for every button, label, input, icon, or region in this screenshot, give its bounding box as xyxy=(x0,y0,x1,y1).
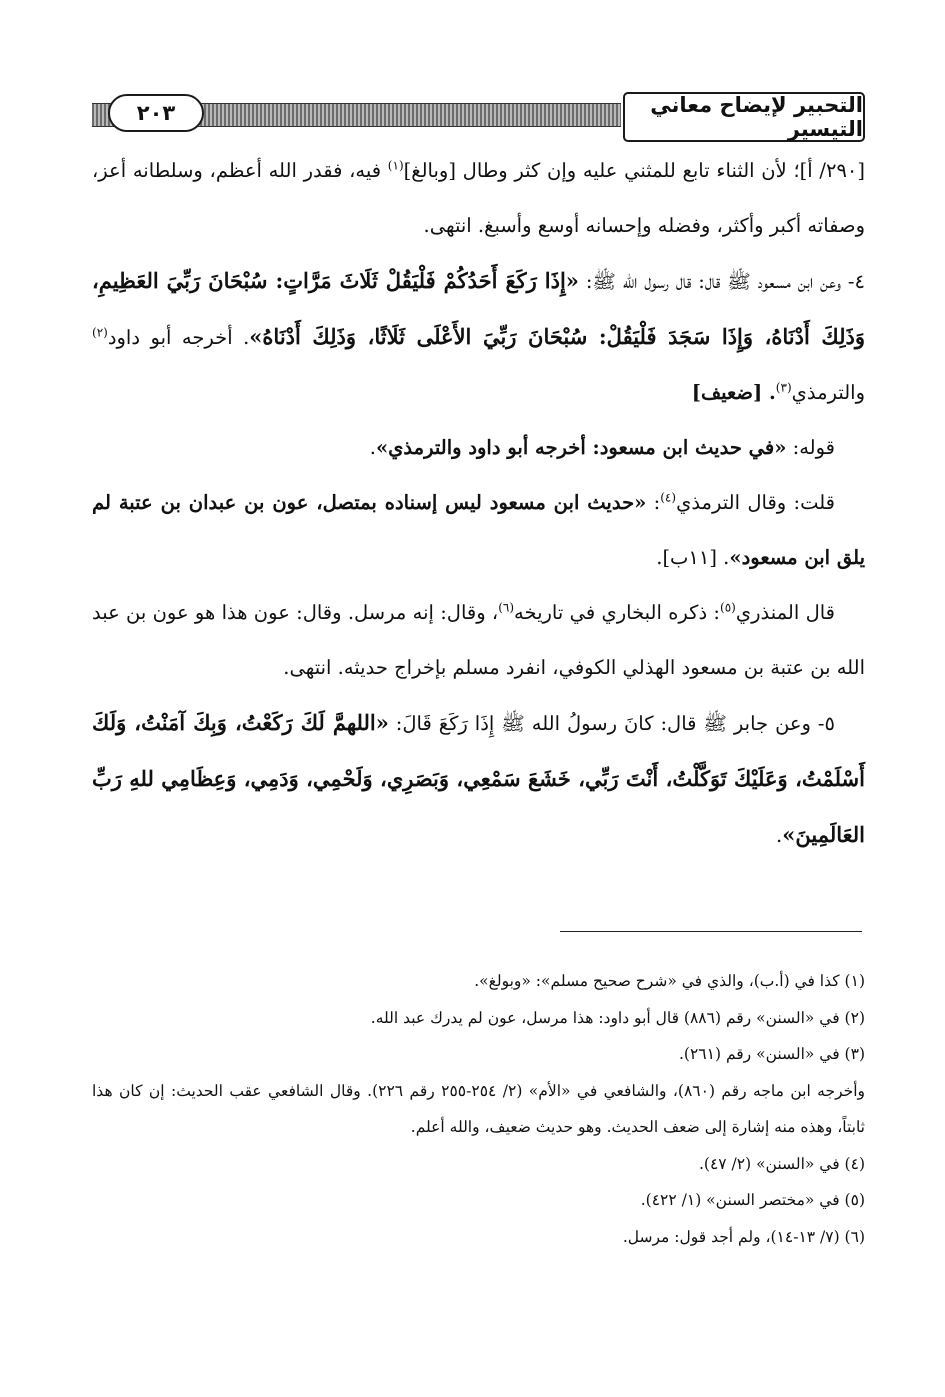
footnote-4: (٤) في «السنن» (٢/ ٤٧). xyxy=(698,1154,865,1173)
hadith-text: «إِذَا رَكَعَ أَحَدُكُمْ فَلْيَقُلْ ثَلَاثَ مَرَّاتٍ: سُبْحَانَ رَبِّيَ العَظِيمِ، وَذَلِكَ أَدْنَاهُ، وَإِذَا سَجَدَ فَلْيَقُلْ: سُبْحَانَ رَبِّيَ الأَعْلَى ثَلَاثًا، وَذَلِكَ أَدْنَاهُ» xyxy=(92,268,865,349)
footnote-3: (٣) في «السنن» رقم (٢٦١). xyxy=(679,1045,865,1063)
footnote-separator xyxy=(560,931,862,932)
hadith-grade: . [ضعيف] xyxy=(691,381,776,404)
paragraph-continuation: [٢٩٠/ أ]؛ لأن الثناء تابع للمثني عليه وإن كثر وطال [وبالغ]$^{(١)}$ فيه، فقدر الله أعظم، وسلطانه أعز، وصفاته أكبر وأكثر، وفضله وإحسانه أوسع وأسبغ. انتهى. xyxy=(92,158,865,237)
footnote-2: (٢) في «السنن» رقم (٨٨٦) قال أبو داود: هذا مرسل، عون لم يدرك عبد الله. xyxy=(370,1008,865,1027)
page-header xyxy=(92,92,865,144)
hadith-4: ٤- وعن ابن مسعود ﷺ قال: قال رسول الله ﷺ: «إِذَا رَكَعَ أَحَدُكُمْ فَلْيَقُلْ ثَلَاثَ مَرَّاتٍ: سُبْحَانَ رَبِّيَ العَظِيمِ، وَذَلِكَ أَدْنَاهُ، وَإِذَا سَجَدَ فَلْيَقُلْ: سُبْحَانَ رَبِّيَ الأَعْلَى ثَلَاثًا، وَذَلِكَ أَدْنَاهُ». أخرجه أبو داود$^{(٢)}$ والترمذي$^{(٣)}$. [ضعيف] xyxy=(92,268,865,404)
footnote-ref-4: (٤) xyxy=(660,490,677,505)
footnote-ref-6: (٦) xyxy=(498,600,515,615)
footnote-5: (٥) في «مختصر السنن» (١/ ٤٢٢). xyxy=(640,1191,865,1209)
main-text xyxy=(92,143,865,863)
tirmidhi-comment: قلت: وقال الترمذي$^{(٤)}$: «حديث ابن مسعود ليس إسناده بمتصل، عون بن عبدان بن عتبة لم يلق ابن مسعود». [١١ب]. xyxy=(92,490,865,569)
footnotes xyxy=(92,963,865,1255)
book-title: التحبير لإيضاح معاني التيسير xyxy=(623,92,865,142)
footnote-6: (٦) (٧/ ١٣-١٤)، ولم أجد قول: مرسل. xyxy=(622,1227,865,1246)
hadith-5: ٥- وعن جابر ﷺ قال: كانَ رسولُ الله ﷺ إِذَا رَكَعَ قَالَ: «اللهمَّ لَكَ رَكَعْتُ، وَبِكَ آمَنْتُ، وَلَكَ أَسْلَمْتُ، وَعَلَيْكَ تَوَكَّلْتُ، أَنْتَ رَبِّي، خَشَعَ سَمْعِي، وَبَصَرِي، وَلَحْمِي، وَدَمِي، وَعِظَامِي للهِ رَبِّ العَالَمِينَ». xyxy=(92,710,865,847)
footnote-1: (١) كذا في (أ.ب)، والذي في «شرح صحيح مسلم»: «وبولغ». xyxy=(474,972,865,990)
page-number: ٢٠٣ xyxy=(108,94,204,132)
footnote-ref-3: (٣) xyxy=(775,380,792,395)
mundhiri-comment: قال المنذري$^{(٥)}$: ذكره البخاري في تاريخه$^{(٦)}$، وقال: إنه مرسل. وقال: عون هذا هو عون بن عبد الله بن عتبة بن مسعود الهذلي الكوفي، انفرد مسلم بإخراج حديثه. انتهى. xyxy=(92,600,865,679)
footnote-ref-5: (٥) xyxy=(720,600,736,615)
hadith-text: «اللهمَّ لَكَ رَكَعْتُ، وَبِكَ آمَنْتُ، وَلَكَ أَسْلَمْتُ، وَعَلَيْكَ تَوَكَّلْتُ، أَنْتَ رَبِّي، خَشَعَ سَمْعِي، وَبَصَرِي، وَلَحْمِي، وَدَمِي، وَعِظَامِي للهِ رَبِّ العَالَمِينَ» xyxy=(92,710,865,847)
commentary-quote: قوله: «في حديث ابن مسعود: أخرجه أبو داود والترمذي». xyxy=(369,436,835,459)
footnote-3-continued: وأخرجه ابن ماجه رقم (٨٦٠)، والشافعي في «الأم» (٢/ ٢٥٤-٢٥٥ رقم ٢٢٦). وقال الشافعي عقب الحديث: إن كان هذا ثابتاً، وهذه منه إشارة إلى ضعف الحديث. وهو حديث ضعيف، والله أعلم. xyxy=(92,1081,865,1136)
footnote-ref-2: (٢) xyxy=(92,325,108,340)
footnote-ref-1: (١) xyxy=(387,158,404,173)
